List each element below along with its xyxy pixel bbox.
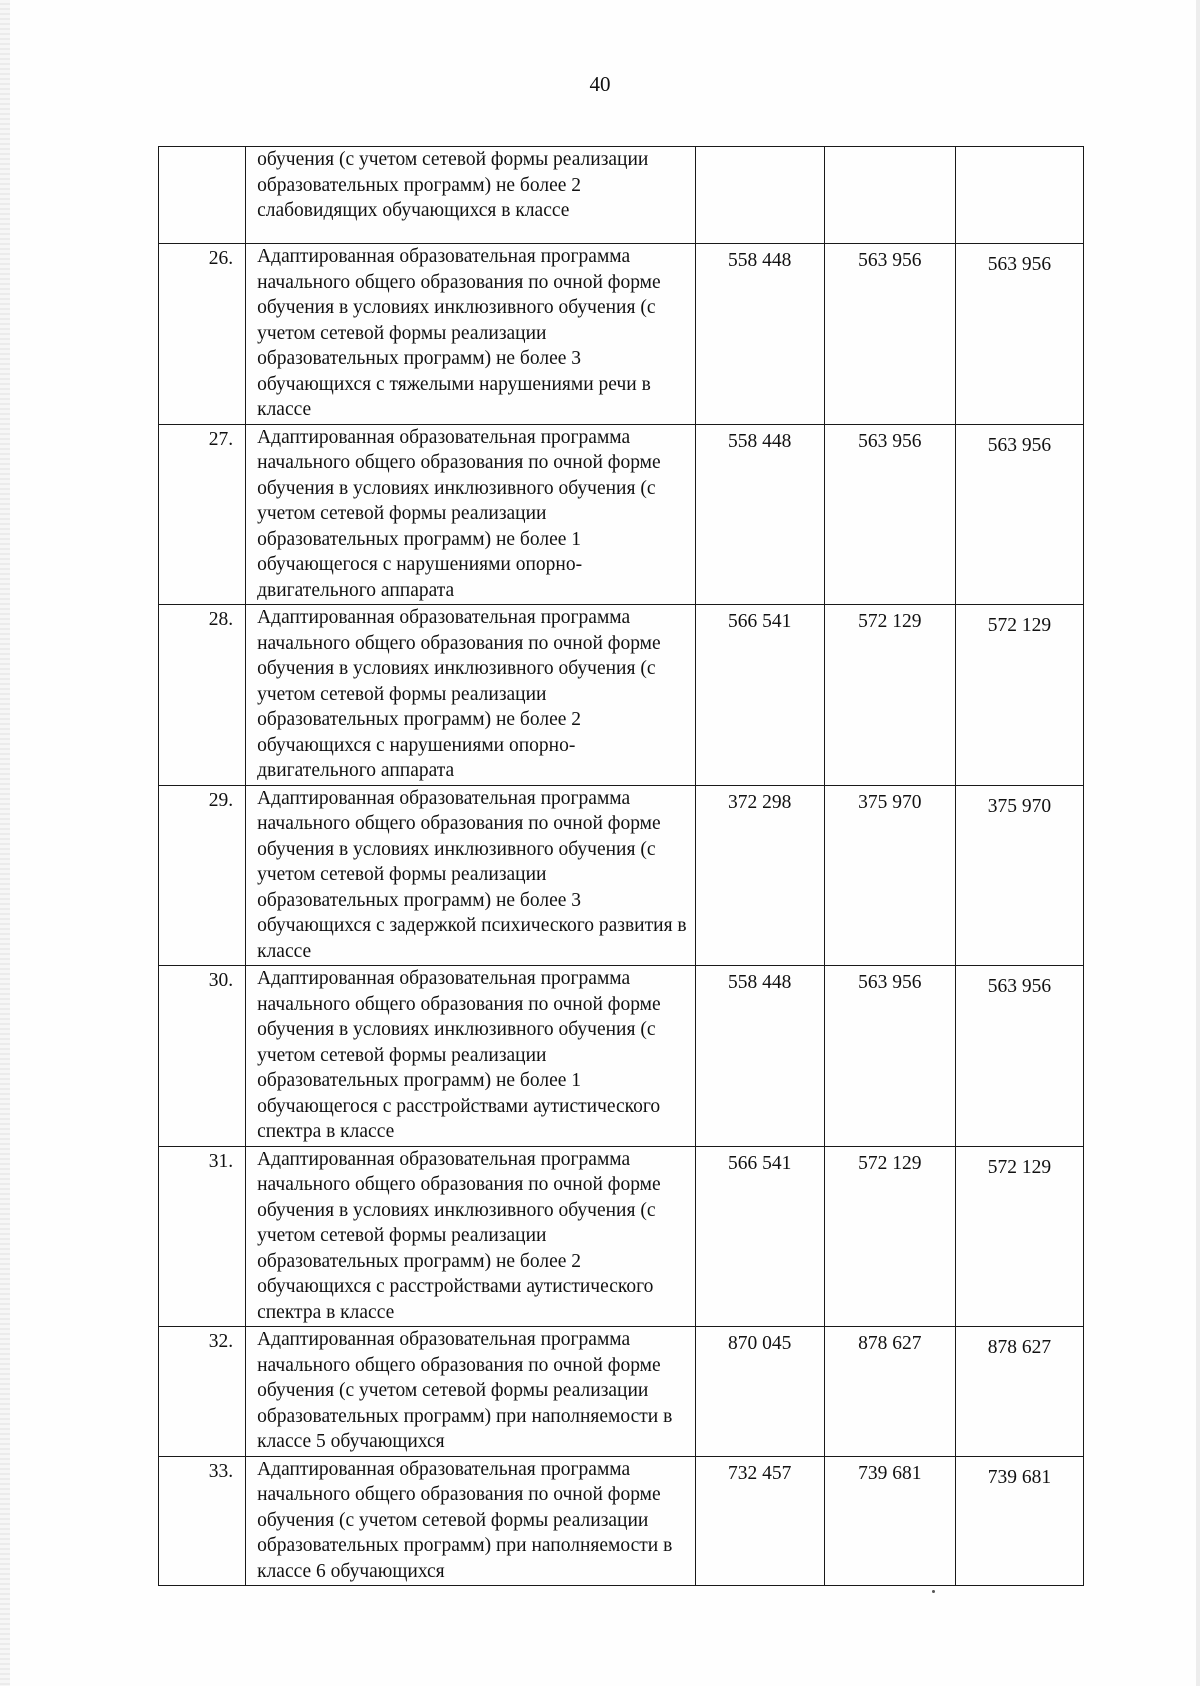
row-value-3: 572 129 (955, 1146, 1083, 1327)
row-description: Адаптированная образовательная программа начального общего образования по очной форме обучения в условиях инклюзивного обучения (с учетом сетевой формы реализации образовательных программ) не более 1 обучающегося с нарушениями опорно-двигательного аппарата (246, 424, 695, 605)
row-value-2: 572 129 (824, 605, 955, 786)
row-value-2: 563 956 (824, 966, 955, 1147)
row-number: 30. (159, 966, 246, 1147)
table-row (159, 1146, 1084, 1327)
row-value-1: 566 541 (695, 605, 824, 786)
row-value-2: 739 681 (824, 1456, 955, 1586)
table-row (159, 966, 1084, 1147)
row-value-2: 572 129 (824, 1146, 955, 1327)
row-description: Адаптированная образовательная программа начального общего образования по очной форме обучения в условиях инклюзивного обучения (с учетом сетевой формы реализации образовательных программ) не более 1 обучающегося с расстройствами аутистического спектра в классе (246, 966, 695, 1147)
table-row (159, 424, 1084, 605)
row-value-3 (955, 147, 1083, 244)
row-description: Адаптированная образовательная программа начального общего образования по очной форме обучения в условиях инклюзивного обучения (с учетом сетевой формы реализации образовательных программ) не более 2 обучающихся с нарушениями опорно-двигательного аппарата (246, 605, 695, 786)
row-value-1: 558 448 (695, 424, 824, 605)
row-value-2: 375 970 (824, 785, 955, 966)
row-value-1: 558 448 (695, 244, 824, 425)
scan-edge-artifact (0, 0, 10, 1686)
row-value-2: 563 956 (824, 244, 955, 425)
row-number: 33. (159, 1456, 246, 1586)
page-number: 40 (589, 72, 611, 96)
row-value-3: 375 970 (955, 785, 1083, 966)
row-description: Адаптированная образовательная программа начального общего образования по очной форме обучения в условиях инклюзивного обучения (с учетом сетевой формы реализации образовательных программ) не более 3 обучающихся с задержкой психического развития в классе (246, 785, 695, 966)
row-value-1: 732 457 (695, 1456, 824, 1586)
table-row (159, 147, 1084, 244)
row-description: обучения (с учетом сетевой формы реализации образовательных программ) не более 2 слабовидящих обучающихся в классе (246, 147, 695, 244)
row-number: 29. (159, 785, 246, 966)
table-row (159, 605, 1084, 786)
row-description: Адаптированная образовательная программа начального общего образования по очной форме обучения в условиях инклюзивного обучения (с учетом сетевой формы реализации образовательных программ) не более 2 обучающихся с расстройствами аутистического спектра в классе (246, 1146, 695, 1327)
row-value-3: 878 627 (955, 1327, 1083, 1457)
table-row (159, 785, 1084, 966)
row-value-3: 563 956 (955, 966, 1083, 1147)
row-value-1: 372 298 (695, 785, 824, 966)
table-row (159, 1327, 1084, 1457)
row-number: 26. (159, 244, 246, 425)
row-value-2: 878 627 (824, 1327, 955, 1457)
row-value-2: 563 956 (824, 424, 955, 605)
row-value-3: 572 129 (955, 605, 1083, 786)
row-number: 27. (159, 424, 246, 605)
row-value-1: 566 541 (695, 1146, 824, 1327)
scan-speck (932, 1590, 935, 1593)
row-value-2 (824, 147, 955, 244)
row-value-1 (695, 147, 824, 244)
row-number: 28. (159, 605, 246, 786)
row-value-3: 563 956 (955, 424, 1083, 605)
row-value-1: 558 448 (695, 966, 824, 1147)
row-value-1: 870 045 (695, 1327, 824, 1457)
row-number (159, 147, 246, 244)
row-description: Адаптированная образовательная программа начального общего образования по очной форме обучения в условиях инклюзивного обучения (с учетом сетевой формы реализации образовательных программ) не более 3 обучающихся с тяжелыми нарушениями речи в классе (246, 244, 695, 425)
row-value-3: 563 956 (955, 244, 1083, 425)
row-description: Адаптированная образовательная программа начального общего образования по очной форме обучения (с учетом сетевой формы реализации образовательных программ) при наполняемости в классе 5 обучающихся (246, 1327, 695, 1457)
row-description: Адаптированная образовательная программа начального общего образования по очной форме обучения (с учетом сетевой формы реализации образовательных программ) при наполняемости в классе 6 обучающихся (246, 1456, 695, 1586)
tariff-table (158, 146, 1084, 1586)
row-number: 32. (159, 1327, 246, 1457)
row-value-3: 739 681 (955, 1456, 1083, 1586)
scan-edge-artifact-right (1196, 0, 1200, 1686)
table-row (159, 244, 1084, 425)
row-number: 31. (159, 1146, 246, 1327)
table-row (159, 1456, 1084, 1586)
